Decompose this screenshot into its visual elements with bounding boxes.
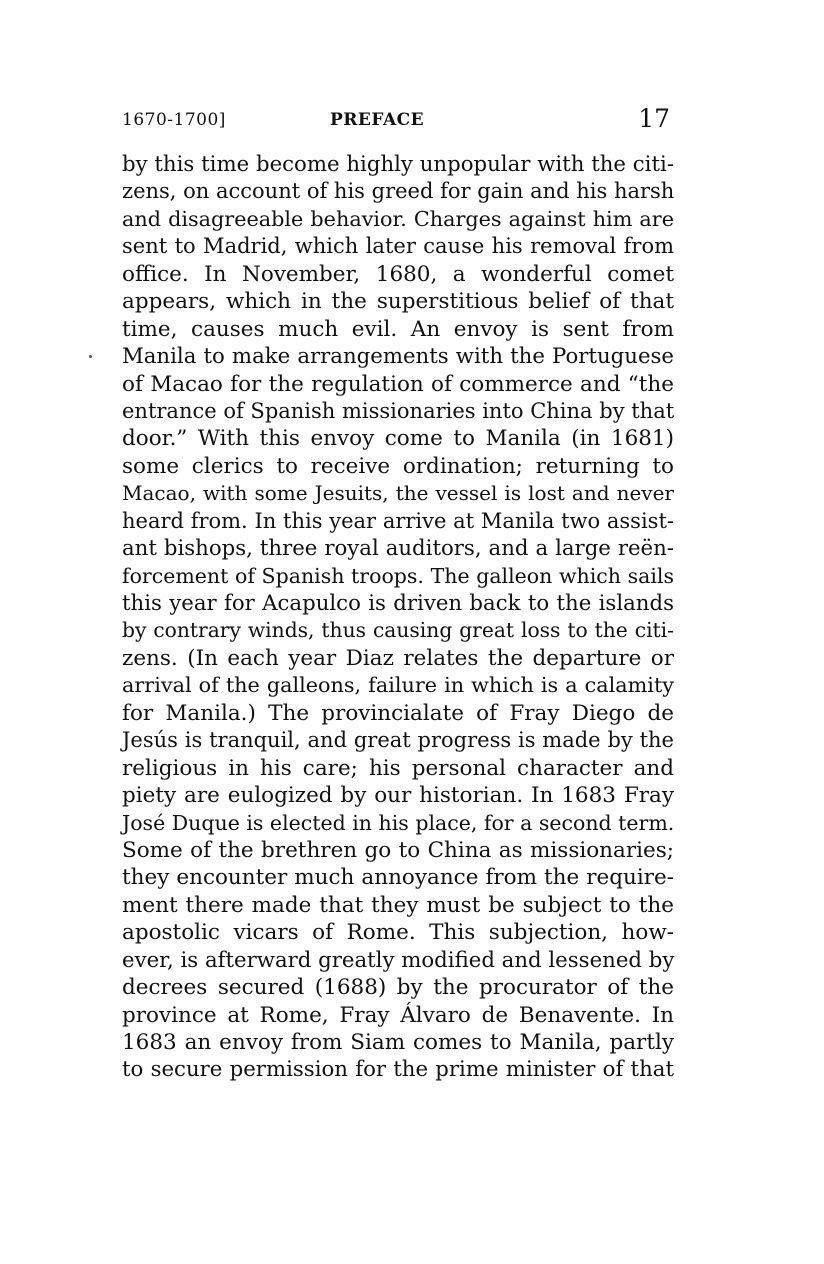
- text-line: religious in his care; his personal character and: [122, 755, 674, 781]
- text-line: appears, which in the superstitious belief of that: [122, 289, 674, 315]
- text-line: Some of the brethren go to China as missionaries;: [122, 837, 674, 863]
- text-line: of Macao for the regulation of commerce and “the: [122, 371, 674, 397]
- text-line: Manila to make arrangements with the Portuguese: [122, 344, 674, 370]
- text-line: this year for Acapulco is driven back to the islands: [122, 591, 674, 616]
- text-line: zens. (In each year Diaz relates the departure or: [122, 645, 674, 671]
- text-line: door.” With this envoy come to Manila (in 1681): [122, 426, 674, 452]
- text-line: forcement of Spanish troops. The galleon which sails: [122, 563, 674, 588]
- text-line: 1683 an envoy from Siam comes to Manila, partly: [122, 1030, 674, 1055]
- text-line: piety are eulogized by our historian. In 1683 Fray: [122, 783, 674, 809]
- margin-speck: [89, 355, 92, 358]
- running-head-title: PREFACE: [330, 110, 425, 130]
- text-line: and disagreeable behavior. Charges against him are: [122, 206, 674, 231]
- text-line: apostolic vicars of Rome. This subjection, how-: [122, 920, 674, 946]
- text-line: province at Rome, Fray Álvaro de Benavente. In: [122, 1002, 674, 1028]
- text-line: decrees secured (1688) by the procurator of the: [122, 975, 674, 1001]
- text-line: they encounter much annoyance from the require-: [122, 865, 674, 891]
- text-line: office. In November, 1680, a wonderful comet: [122, 261, 674, 287]
- text-line: sent to Madrid, which later cause his removal from: [122, 234, 674, 259]
- text-line: some clerics to receive ordination; returning to: [122, 453, 674, 479]
- text-line: by this time become highly unpopular with the citi-: [122, 152, 674, 177]
- page-number: 17: [638, 104, 670, 133]
- text-line: by contrary winds, thus causing great loss to the citi-: [122, 618, 674, 643]
- text-line: arrival of the galleons, failure in which is a calamity: [122, 673, 674, 698]
- text-line: Jesús is tranquil, and great progress is made by the: [122, 728, 674, 753]
- running-head-date-range: 1670-1700]: [122, 110, 226, 130]
- text-line: zens, on account of his greed for gain and his harsh: [122, 179, 675, 204]
- running-head: [122, 104, 670, 136]
- text-line: to secure permission for the prime minister of that: [122, 1057, 674, 1083]
- text-line: ever, is afterward greatly modified and lessened by: [122, 947, 675, 973]
- text-line: for Manila.) The provincialate of Fray Diego de: [122, 700, 674, 726]
- text-line: ant bishops, three royal auditors, and a large reën-: [122, 536, 674, 562]
- body-text: [122, 151, 674, 1084]
- text-line: time, causes much evil. An envoy is sent from: [122, 316, 674, 342]
- text-line: ment there made that they must be subject to the: [122, 892, 674, 918]
- text-line: Macao, with some Jesuits, the vessel is lost and never: [122, 481, 674, 506]
- text-line: entrance of Spanish missionaries into China by that: [122, 398, 675, 423]
- text-line: heard from. In this year arrive at Manila two assist-: [122, 508, 674, 533]
- text-line: José Duque is elected in his place, for a second term.: [122, 810, 675, 835]
